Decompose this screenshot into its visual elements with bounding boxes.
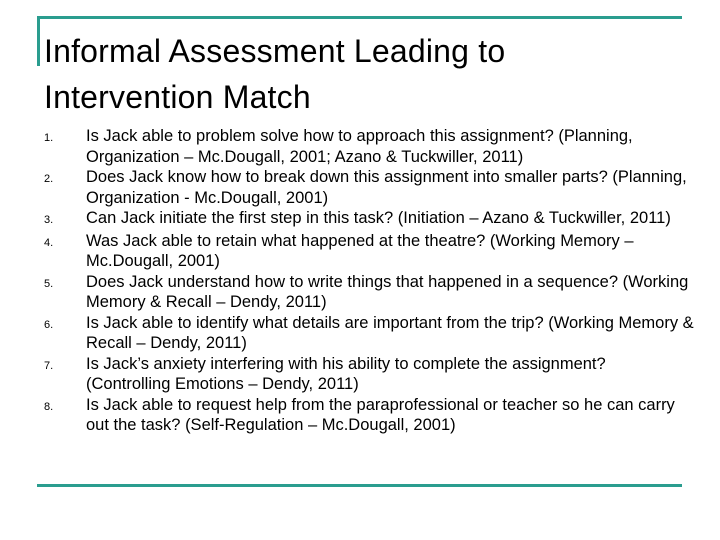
title-top-rule bbox=[37, 16, 682, 19]
footer-rule bbox=[37, 484, 682, 487]
list-item bbox=[44, 208, 694, 231]
list-item bbox=[44, 354, 694, 395]
item-number: 1. bbox=[44, 132, 54, 144]
item-number: 6. bbox=[44, 318, 54, 331]
item-text: Was Jack able to retain what happened at the theatre? (Working Memory – Mc.Dougall, 2001) bbox=[86, 231, 634, 270]
item-number: 7. bbox=[44, 359, 54, 372]
item-text: Is Jack able to problem solve how to approach this assignment? (Planning, Organization – Mc.Dougall, 2001; Azano & Tuckwiller, 2011) bbox=[86, 127, 633, 166]
item-text: Is Jack’s anxiety interfering with his ability to complete the assignment? (Controlling Emotions – Dendy, 2011) bbox=[86, 354, 606, 393]
item-text: Is Jack able to identify what details are important from the trip? (Working Memory & Recall – Dendy, 2011) bbox=[86, 313, 694, 352]
list-item bbox=[44, 272, 694, 313]
item-text: Can Jack initiate the first step in this task? (Initiation – Azano & Tuckwiller, 2011) bbox=[86, 209, 671, 227]
item-number: 5. bbox=[44, 277, 54, 290]
list-item bbox=[44, 167, 694, 208]
item-text: Does Jack understand how to write things that happened in a sequence? (Working Memory & Recall – Dendy, 2011) bbox=[86, 272, 689, 311]
slide-title: Informal Assessment Leading to Intervention Match bbox=[44, 33, 506, 115]
list-item bbox=[44, 313, 694, 354]
list-item bbox=[44, 395, 694, 436]
item-number: 3. bbox=[44, 214, 54, 226]
item-text: Is Jack able to request help from the paraprofessional or teacher so he can carry out the task? (Self-Regulation – Mc.Dougall, 2001) bbox=[86, 395, 675, 434]
list-item bbox=[44, 126, 694, 167]
list-item bbox=[44, 231, 694, 272]
item-number: 8. bbox=[44, 400, 54, 413]
item-number: 4. bbox=[44, 236, 54, 249]
title-left-rule bbox=[37, 16, 40, 66]
question-list bbox=[44, 126, 694, 436]
item-text: Does Jack know how to break down this assignment into smaller parts? (Planning, Organization - Mc.Dougall, 2001) bbox=[86, 168, 687, 207]
item-number: 2. bbox=[44, 173, 54, 185]
